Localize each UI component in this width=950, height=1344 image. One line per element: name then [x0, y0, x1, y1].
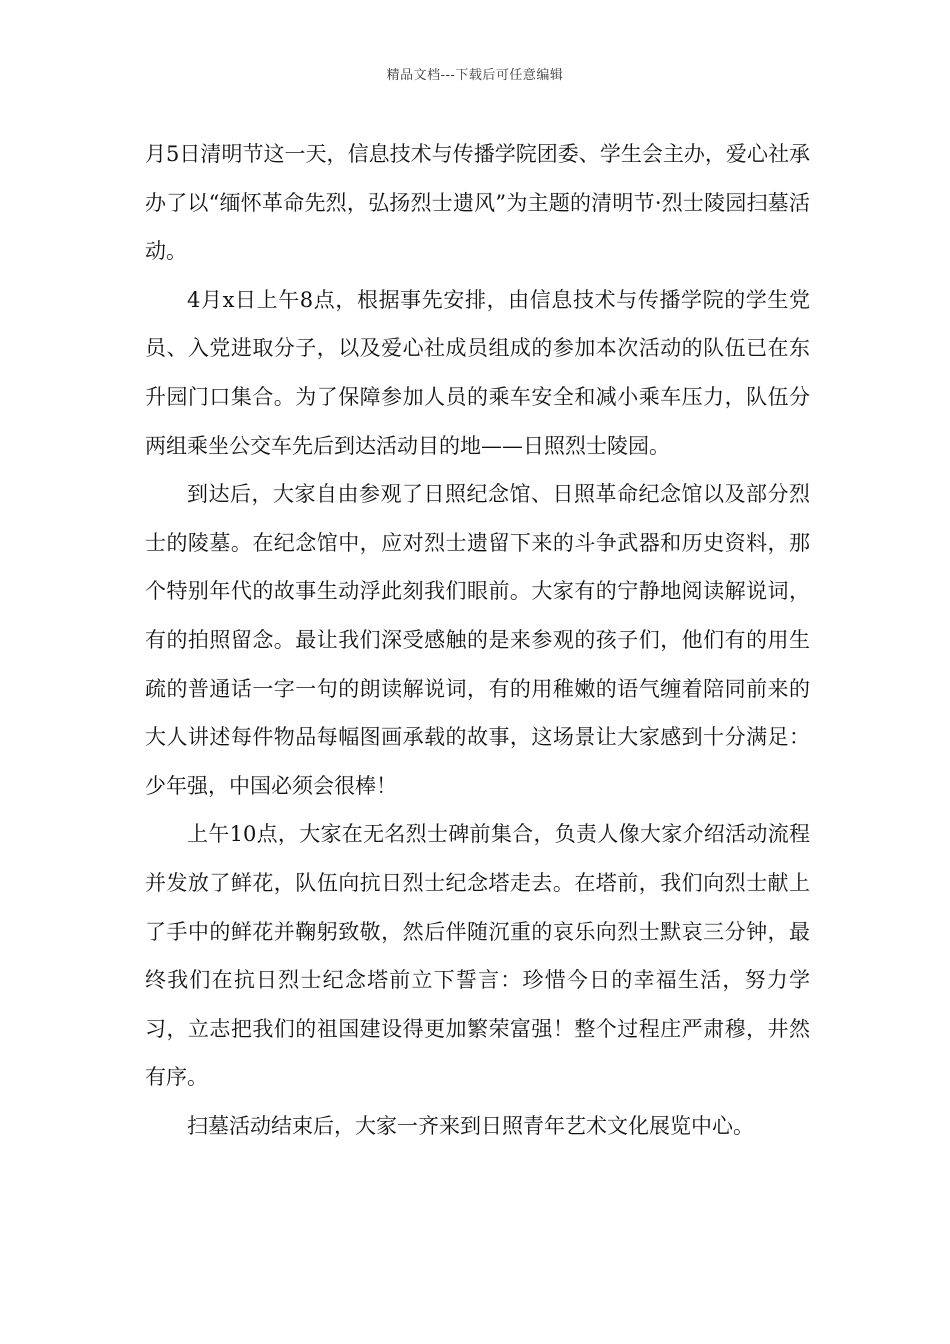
document-body	[145, 130, 810, 1150]
paragraph-3: 到达后，大家自由参观了日照纪念馆、日照革命纪念馆以及部分烈士的陵墓。在纪念馆中，应对烈士遗留下来的斗争武器和历史资料，那个特别年代的故事生动浮此刻我们眼前。大家有的宁静地阅读解说词，有的拍照留念。最让我们深受感触的是来参观的孩子们，他们有的用生疏的普通话一字一句的朗读解说词，有的用稚嫩的语气缠着陪同前来的大人讲述每件物品每幅图画承载的故事，这场景让大家感到十分满足：少年强，中国必须会很棒！	[145, 482, 810, 798]
paragraph-5: 扫墓活动结束后，大家一齐来到日照青年艺术文化展览中心。	[187, 1113, 754, 1138]
paragraph-1: 月5日清明节这一天，信息技术与传播学院团委、学生会主办，爱心社承办了以“缅怀革命先烈，弘扬烈士遗风”为主题的清明节·烈士陵园扫墓活动。	[145, 142, 810, 264]
paragraph-4: 上午10点，大家在无名烈士碑前集合，负责人像大家介绍活动流程并发放了鲜花，队伍向抗日烈士纪念塔走去。在塔前，我们向烈士献上了手中的鲜花并鞠躬致敬，然后伴随沉重的哀乐向烈士默哀三分钟，最终我们在抗日烈士纪念塔前立下誓言：珍惜今日的幸福生活，努力学习，立志把我们的祖国建设得更加繁荣富强！整个过程庄严肃穆，井然有序。	[145, 822, 810, 1090]
page-header: 精品文档---下载后可任意编辑	[386, 68, 564, 83]
paragraph-2: 4月x日上午8点，根据事先安排，由信息技术与传播学院的学生党员、入党进取分子，以及爱心社成员组成的参加本次活动的队伍已在东升园门口集合。为了保障参加人员的乘车安全和减小乘车压力，队伍分两组乘坐公交车先后到达活动目的地——日照烈士陵园。	[145, 287, 810, 458]
